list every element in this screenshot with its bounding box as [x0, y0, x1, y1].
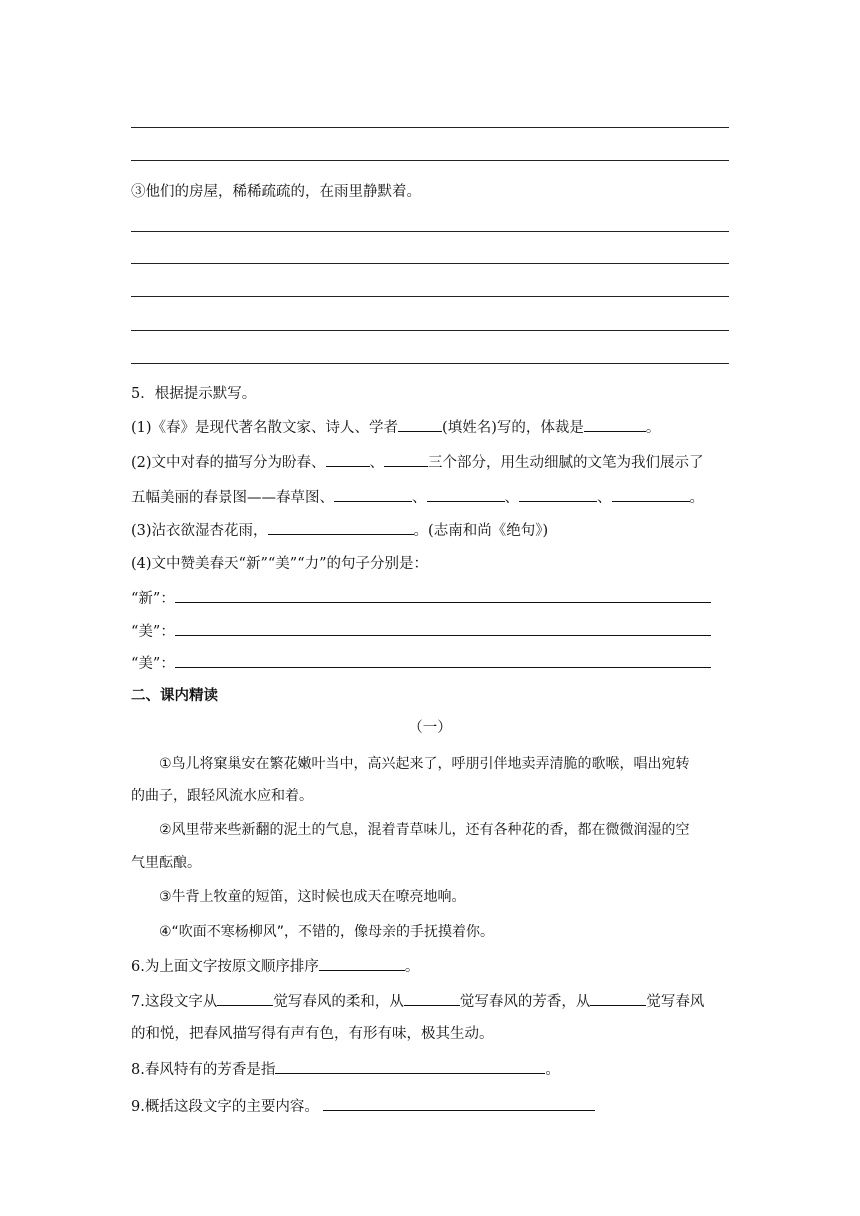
- answer-line[interactable]: [131, 363, 729, 364]
- q5-p1-text-b: (填姓名)写的，体裁是: [442, 420, 584, 436]
- answer-line[interactable]: [131, 263, 729, 264]
- label-new: “新”：: [131, 591, 175, 607]
- q5-p2-text-a: (2)文中对春的描写分为盼春、: [131, 455, 326, 471]
- q5-sep: 、: [597, 490, 612, 506]
- q5-answer-beauty: [131, 620, 711, 642]
- label-beauty: “美”：: [131, 624, 175, 640]
- q4-item-3: ③他们的房屋，稀稀疏疏的，在雨里静默着。: [131, 184, 421, 200]
- passage-para-1-line-1: ①鸟儿将窠巢安在繁花嫩叶当中，高兴起来了，呼朋引伴地卖弄清脆的歌喉，唱出宛转: [159, 756, 690, 772]
- blank-sense-2[interactable]: [404, 990, 460, 1006]
- blank-strength[interactable]: [175, 652, 711, 668]
- question-8: [131, 1058, 560, 1080]
- q5-p2-sep: 、: [369, 455, 385, 471]
- q5-p2-text-c: 三个部分，用生动细腻的文笔为我们展示了: [428, 455, 704, 471]
- blank-sense-1[interactable]: [217, 990, 273, 1006]
- q5-part-2: [131, 451, 704, 473]
- q8-end: 。: [545, 1062, 560, 1078]
- blank-order[interactable]: [319, 955, 405, 971]
- blank-sense-3[interactable]: [590, 990, 646, 1006]
- blank-genre[interactable]: [584, 416, 646, 432]
- blank-scene-4[interactable]: [612, 486, 690, 502]
- q5-answer-beauty-2: [131, 652, 711, 674]
- q5-p2-text-d: 五幅美丽的春景图——春草图、: [131, 490, 334, 506]
- blank-fragrance[interactable]: [275, 1058, 545, 1074]
- section-heading: 二、课内精读: [131, 688, 218, 704]
- q5-heading: 5．根据提示默写。: [131, 386, 257, 402]
- passage-para-4: ④“吹面不寒杨柳风”，不错的，像母亲的手抚摸着你。: [159, 924, 495, 940]
- q5-p1-text-c: 。: [645, 420, 661, 436]
- blank-scene-3[interactable]: [519, 486, 597, 502]
- q7-text-a: 7.这段文字从: [131, 994, 218, 1010]
- q5-part-3: [131, 519, 548, 541]
- label-beauty-2: “美”：: [131, 656, 175, 672]
- passage-para-2-line-1: ②风里带来些新翻的泥土的气息，混着青草味儿，还有各种花的香，都在微微润湿的空: [159, 822, 690, 838]
- q5-sep: 、: [504, 490, 519, 506]
- blank-scene-1[interactable]: [334, 486, 412, 502]
- question-6: [131, 955, 419, 977]
- q5-p1-text-a: (1)《春》是现代著名散文家、诗人、学者: [131, 420, 399, 436]
- q5-p3-text-a: (3)沾衣欲湿杏花雨，: [131, 523, 268, 539]
- answer-line[interactable]: [131, 231, 729, 232]
- q6-text: 6.为上面文字按原文顺序排序: [131, 959, 319, 975]
- q7-text-b: 觉写春风的柔和，从: [273, 994, 404, 1010]
- q7-text-d: 觉写春风: [646, 994, 705, 1010]
- q5-part-1: [131, 416, 660, 438]
- answer-line[interactable]: [131, 296, 729, 297]
- blank-part-3[interactable]: [384, 451, 428, 467]
- answer-line[interactable]: [131, 127, 729, 128]
- q9-text: 9.概括这段文字的主要内容。: [131, 1099, 319, 1115]
- q5-answer-new: [131, 587, 711, 609]
- question-9: [131, 1095, 595, 1117]
- answer-line[interactable]: [131, 160, 729, 161]
- blank-poem-line[interactable]: [268, 519, 414, 535]
- blank-part-2[interactable]: [326, 451, 370, 467]
- blank-scene-2[interactable]: [427, 486, 505, 502]
- question-7: [131, 990, 704, 1012]
- q5-sep: 、: [412, 490, 427, 506]
- passage-para-2-line-2: 气里酝酿。: [131, 855, 201, 871]
- q5-part-2-cont: [131, 486, 704, 508]
- q5-p3-text-b: 。(志南和尚《绝句》): [413, 523, 549, 539]
- subsection-heading: （一）: [408, 720, 452, 736]
- q7-text-c: 觉写春风的芳香，从: [459, 994, 591, 1010]
- blank-new[interactable]: [175, 587, 711, 603]
- blank-author[interactable]: [398, 416, 442, 432]
- q5-part-4: (4)文中赞美春天“新”“美”“力”的句子分别是：: [131, 556, 429, 572]
- question-7-cont: 的和悦，把春风描写得有声有色，有形有味，极其生动。: [131, 1026, 494, 1042]
- blank-beauty[interactable]: [175, 620, 711, 636]
- blank-summary[interactable]: [323, 1095, 595, 1111]
- q5-end: 。: [689, 490, 704, 506]
- answer-line[interactable]: [131, 330, 729, 331]
- passage-para-3: ③牛背上牧童的短笛，这时候也成天在嘹亮地响。: [159, 889, 466, 905]
- q8-text: 8.春风特有的芳香是指: [131, 1062, 276, 1078]
- q6-end: 。: [404, 959, 420, 975]
- passage-para-1-line-2: 的曲子，跟轻风流水应和着。: [131, 788, 313, 804]
